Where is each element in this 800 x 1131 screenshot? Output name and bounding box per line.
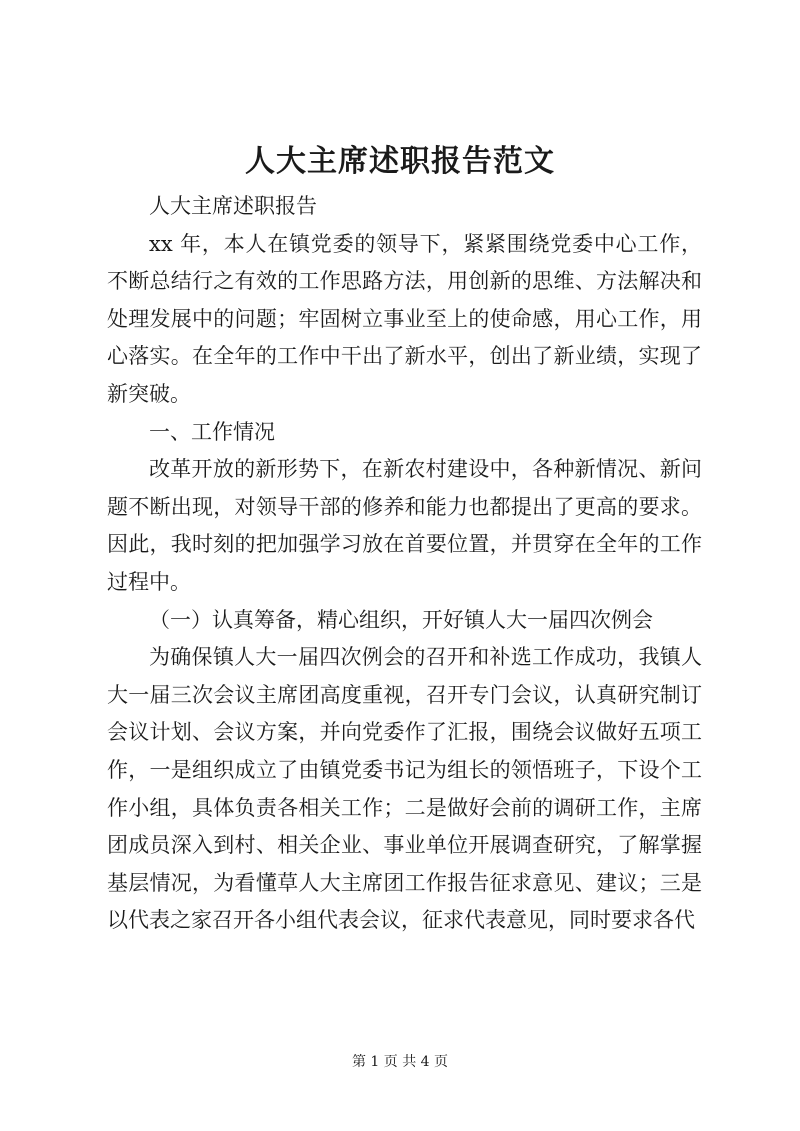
paragraph-study: 改革开放的新形势下，在新农村建设中，各种新情况、新问题不断出现，对领导干部的修养和能力也都提出了更高的要求。因此，我时刻的把加强学习放在首要位置，并贯穿在全年的工作过程中。	[107, 457, 702, 594]
section-heading: 一、工作情况	[149, 419, 275, 444]
page-number: 第 1 页 共 4 页	[351, 1054, 449, 1070]
paragraph-subtitle: 人大主席述职报告	[149, 194, 317, 218]
subsection-heading: （一）认真筹备，精心组织，开好镇人大一届四次例会	[149, 607, 653, 632]
document-body	[107, 188, 702, 940]
paragraph-intro: xx 年，本人在镇党委的领导下，紧紧围绕党委中心工作，不断总结行之有效的工作思路方法，用创新的思维、方法解决和处理发展中的问题；牢固树立事业至上的使命感，用心工作，用心落实。在全年的工作中干出了新水平，创出了新业绩，实现了新突破。	[107, 231, 702, 406]
page-title: 人大主席述职报告范文	[245, 144, 555, 179]
paragraph-meeting: 为确保镇人大一届四次例会的召开和补选工作成功，我镇人大一届三次会议主席团高度重视，召开专门会议，认真研究制订会议计划、会议方案，并向党委作了汇报，围绕会议做好五项工作，一是组织成立了由镇党委书记为组长的领悟班子，下设个工作小组，具体负责各相关工作；二是做好会前的调研工作，主席团成员深入到村、相关企业、事业单位开展调查研究，了解掌握基层情况，为看懂草人大主席团工作报告征求意见、建议；三是以代表之家召开各小组代表会议，征求代表意见，同时要求各代	[107, 645, 702, 933]
